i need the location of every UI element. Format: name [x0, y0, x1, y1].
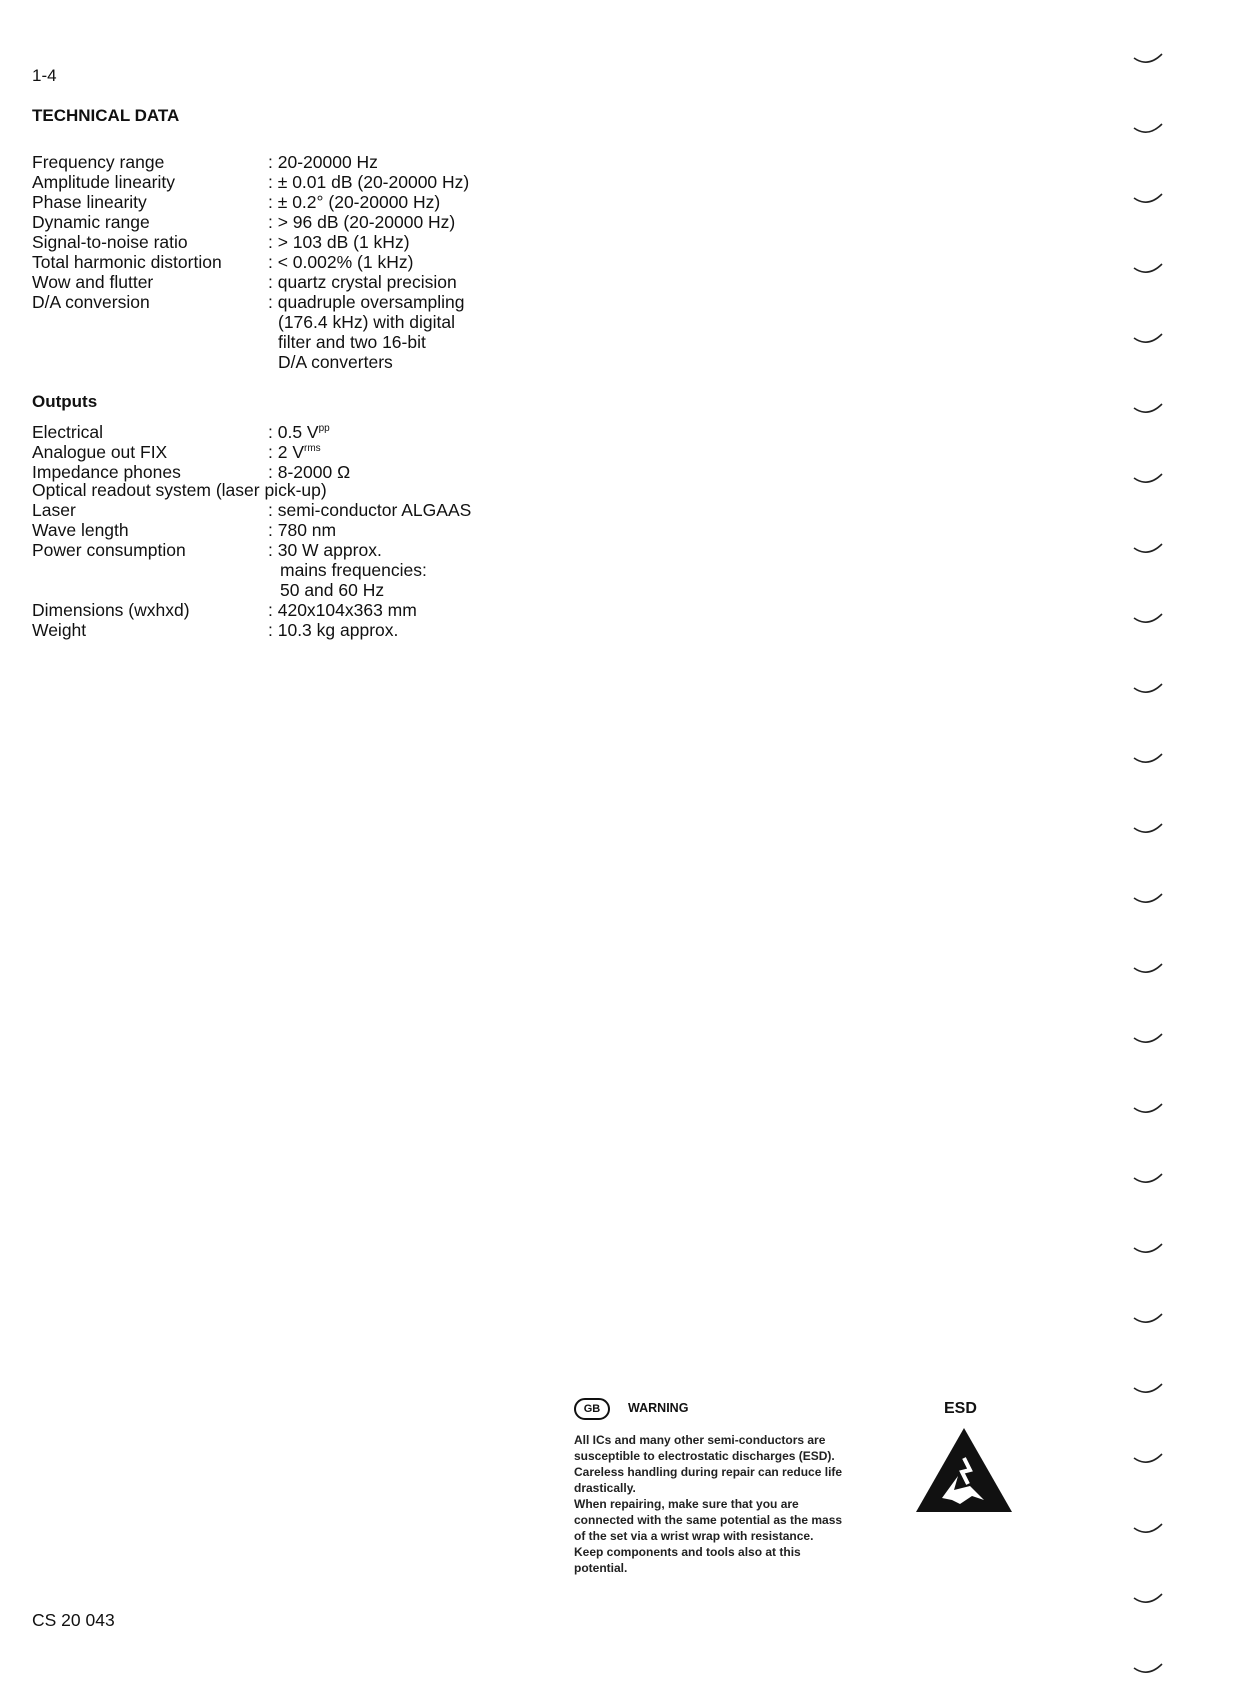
spec-value: : ± 0.01 dB (20-20000 Hz) [268, 172, 470, 192]
spec-label: Dynamic range [32, 212, 150, 232]
esd-warning-triangle-icon [912, 1428, 1016, 1512]
unit-superscript: pp [318, 423, 330, 434]
spec-value: : 20-20000 Hz [268, 152, 378, 172]
spec-label: D/A conversion [32, 292, 150, 312]
binding-curl [1134, 544, 1162, 552]
document-code: CS 20 043 [32, 1610, 115, 1630]
spec-value-text: : 0.5 V [268, 422, 319, 442]
spec-label: Phase linearity [32, 192, 147, 212]
spec-value-line: mains frequencies: [280, 560, 427, 580]
spec-label: Analogue out FIX [32, 442, 168, 462]
binding-curl [1134, 754, 1162, 762]
binding-curl [1134, 124, 1162, 132]
spec-value [268, 292, 465, 372]
spec-label: Dimensions (wxhxd) [32, 600, 190, 620]
spec-value [268, 422, 330, 442]
spec-label: Power consumption [32, 540, 186, 560]
esd-label: ESD [944, 1400, 977, 1417]
spec-value-line: D/A converters [278, 352, 393, 372]
binding-curl [1134, 614, 1162, 622]
binding-curl [1134, 1174, 1162, 1182]
spec-value: : ± 0.2° (20-20000 Hz) [268, 192, 441, 212]
warning-line: When repairing, make sure that you are [574, 1497, 799, 1511]
binding-curl [1134, 474, 1162, 482]
binding-curl [1134, 1034, 1162, 1042]
spec-value: : < 0.002% (1 kHz) [268, 252, 414, 272]
binding-curl [1134, 894, 1162, 902]
binding-curl [1134, 1594, 1162, 1602]
spec-label: Impedance phones [32, 462, 181, 482]
spec-value-line: (176.4 kHz) with digital [278, 312, 456, 332]
warning-line: drastically. [574, 1481, 636, 1495]
binding-curl [1134, 1454, 1162, 1462]
spec-value [268, 442, 321, 462]
page-title: TECHNICAL DATA [32, 106, 180, 125]
warning-text [574, 1432, 894, 1576]
spec-label: Signal-to-noise ratio [32, 232, 188, 252]
spec-value: : 8-2000 Ω [268, 462, 351, 482]
warning-title: WARNING [628, 1401, 689, 1415]
spec-value: : 420x104x363 mm [268, 600, 417, 620]
binding-curl [1134, 824, 1162, 832]
binding-marks [1128, 0, 1208, 1688]
section-title-outputs: Outputs [32, 392, 98, 411]
binding-curl [1134, 1104, 1162, 1112]
binding-curl [1134, 1314, 1162, 1322]
spec-value-line: : quadruple oversampling [268, 292, 465, 312]
spec-label: Amplitude linearity [32, 172, 175, 192]
warning-line: connected with the same potential as the mass [574, 1513, 843, 1527]
page-number: 1-4 [32, 66, 57, 85]
spec-value: : quartz crystal precision [268, 272, 457, 292]
binding-curl [1134, 54, 1162, 62]
spec-value-line: filter and two 16-bit [278, 332, 426, 352]
binding-curl [1134, 1384, 1162, 1392]
warning-line: Keep components and tools also at this [574, 1545, 801, 1559]
spec-label: Total harmonic distortion [32, 252, 222, 272]
binding-curl [1134, 684, 1162, 692]
warning-line: potential. [574, 1561, 628, 1575]
spec-value-line: 50 and 60 Hz [280, 580, 385, 600]
warning-line: All ICs and many other semi-conductors are [574, 1433, 826, 1447]
spec-value: : > 103 dB (1 kHz) [268, 232, 410, 252]
warning-line: Careless handling during repair can reduce life [574, 1465, 843, 1479]
binding-curl [1134, 404, 1162, 412]
warning-line: susceptible to electrostatic discharges (ESD). [574, 1449, 835, 1463]
binding-curl [1134, 1664, 1162, 1672]
spec-label: Frequency range [32, 152, 165, 172]
binding-curl [1134, 264, 1162, 272]
spec-value-line: : 30 W approx. [268, 540, 382, 560]
warning-line: of the set via a wrist wrap with resistance. [574, 1529, 814, 1543]
language-badge: GB [574, 1398, 610, 1420]
optical-readout-line: Optical readout system (laser pick-up) [32, 480, 327, 500]
binding-curl [1134, 1244, 1162, 1252]
spec-value: : semi-conductor ALGAAS [268, 500, 472, 520]
binding-curl [1134, 194, 1162, 202]
spec-label: Laser [32, 500, 76, 520]
spec-value: : 10.3 kg approx. [268, 620, 399, 640]
unit-superscript: rms [304, 443, 321, 454]
binding-curl [1134, 1524, 1162, 1532]
spec-value: : 780 nm [268, 520, 337, 540]
binding-curl [1134, 334, 1162, 342]
spec-value-text: : 2 V [268, 442, 304, 462]
spec-label: Weight [32, 620, 87, 640]
spec-value: : > 96 dB (20-20000 Hz) [268, 212, 456, 232]
spec-label: Wave length [32, 520, 129, 540]
binding-curl [1134, 964, 1162, 972]
spec-label: Electrical [32, 422, 103, 442]
spec-value [268, 540, 427, 600]
spec-label: Wow and flutter [32, 272, 154, 292]
